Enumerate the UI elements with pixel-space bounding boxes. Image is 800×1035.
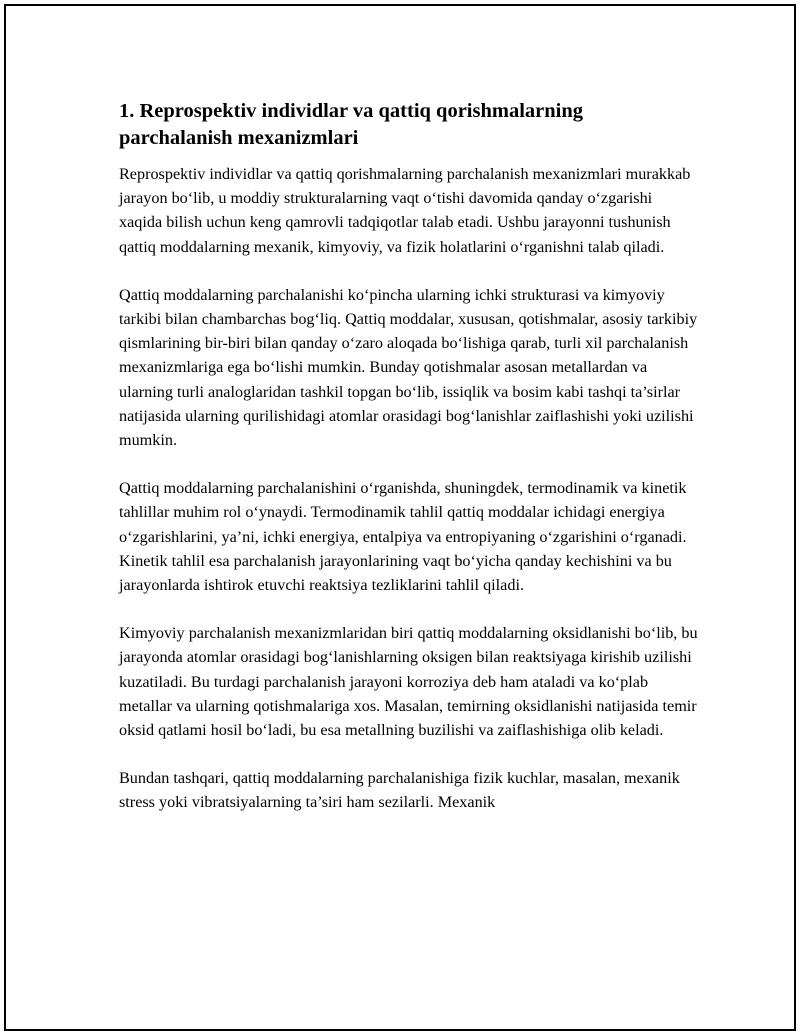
paragraph-1: Reprospektiv individlar va qattiq qorishmalarning parchalanish mexanizmlari murakkab jarayon bo‘lib, u moddiy strukturalarning vaqt o‘tishi davomida qanday o‘zgarishi xaqida bilish uchun keng qamrovli tadqiqotlar talab etadi. Ushbu jarayonni tushunish qattiq moddalarning mexanik, kimyoviy, va fizik holatlarini o‘rganishni talab qiladi. — [119, 165, 691, 256]
document-body — [119, 98, 699, 839]
document-page — [4, 4, 796, 1031]
paragraph-5: Bundan tashqari, qattiq moddalarning parchalanishiga fizik kuchlar, masalan, mexanik stress yoki vibratsiyalarning ta’siri ham sezilarli. Mexanik — [119, 769, 680, 812]
section-heading: 1. Reprospektiv individlar va qattiq qorishmalarning parchalanish mexanizmlari — [119, 100, 583, 149]
paragraph-4: Kimyoviy parchalanish mexanizmlaridan biri qattiq moddalarning oksidlanishi bo‘lib, bu jarayonda atomlar orasidagi bog‘lanishlarning oksigen bilan reaktsiyaga kirishib uzilishi kuzatiladi. Bu turdagi parchalanish jarayoni korroziya deb ham ataladi va ko‘plab metallar va ularning qotishmalariga xos. Masalan, temirning oksidlanishi natijasida temir oksid qatlami hosil bo‘ladi, bu esa metallning buzilishi va zaiflashishiga olib keladi. — [119, 624, 698, 740]
paragraph-2: Qattiq moddalarning parchalanishi ko‘pincha ularning ichki strukturasi va kimyoviy tarkibi bilan chambarchas bog‘liq. Qattiq moddalar, xususan, qotishmalar, asosiy tarkibiy qismlarining bir-biri bilan qanday o‘zaro aloqada bo‘lishiga qarab, turli xil parchalanish mexanizmlariga ega bo‘lishi mumkin. Bunday qotishmalar asosan metallardan va ularning turli analoglaridan tashkil topgan bo‘lib, issiqlik va bosim kabi tashqi ta’sirlar natijasida ularning qurilishidagi atomlar orasidagi bog‘lanishlar zaiflashishi yoki uzilishi mumkin. — [119, 285, 698, 450]
paragraph-3: Qattiq moddalarning parchalanishini o‘rganishda, shuningdek, termodinamik va kinetik tahlillar muhim rol o‘ynaydi. Termodinamik tahlil qattiq moddalar ichidagi energiya o‘zgarishlarini, ya’ni, ichki energiya, entalpiya va entropiyaning o‘zgarishini o‘rganadi. Kinetik tahlil esa parchalanish jarayonlarining vaqt bo‘yicha qanday kechishini va bu jarayonlarda ishtirok etuvchi reaktsiya tezliklarini tahlil qiladi. — [119, 479, 687, 595]
